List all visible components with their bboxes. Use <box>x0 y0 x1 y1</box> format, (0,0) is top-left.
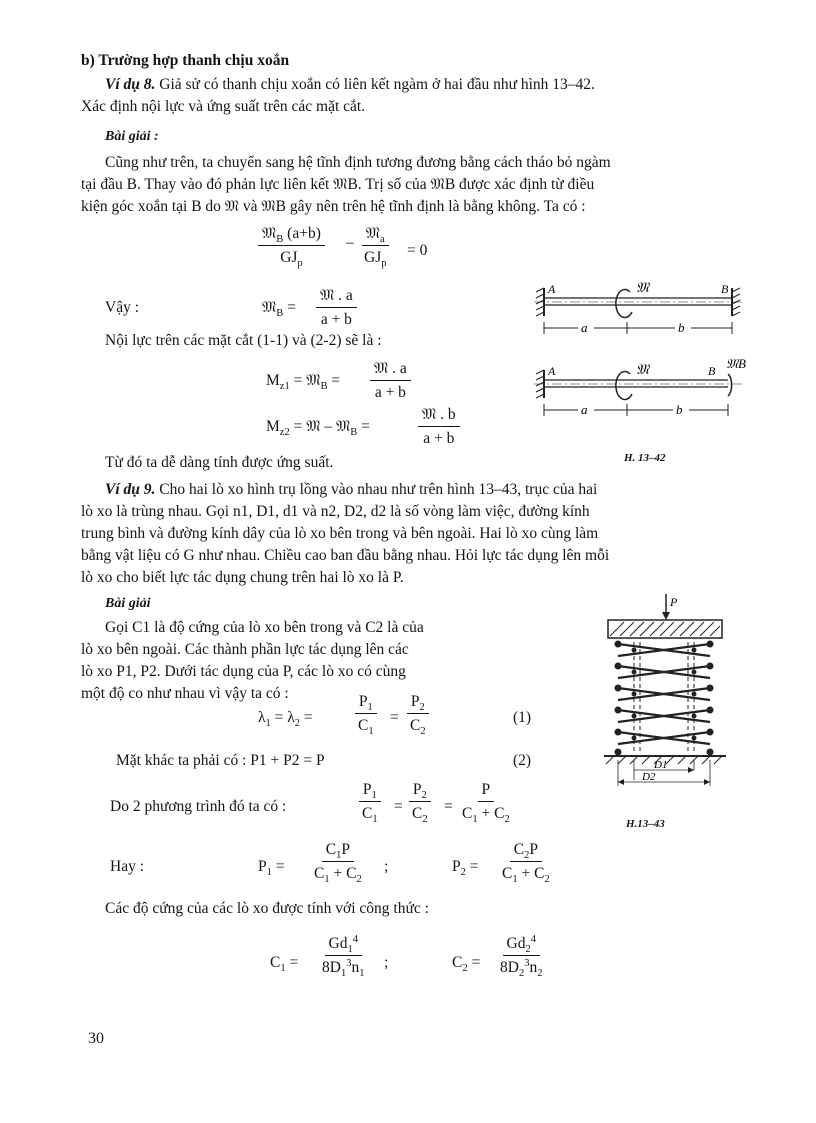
label-d1: D1 <box>654 759 668 771</box>
example9-line4: bằng vật liệu có G như nhau. Chiều cao ban đầu bằng nhau. Hỏi lực tác dụng lên mỗi <box>81 547 610 564</box>
figure-13-42 <box>530 278 750 418</box>
label-seg-b: b <box>678 320 685 335</box>
example9-label: Ví dụ 9. <box>105 481 156 498</box>
eq3-frac-1: $\frac{P_1}{C_1}$ <box>358 780 382 823</box>
eq1-frac-2: $\frac{P_2}{C_2}$ <box>406 692 430 735</box>
eq-mz2-frac: 𝔐 . b a + b <box>418 405 460 448</box>
label-seg-a-2: a <box>581 402 588 417</box>
hay-label: Hay : <box>110 858 145 875</box>
label-b-point-2: B <box>708 364 716 378</box>
eq-mz1-frac: 𝔐 . a a + b <box>370 359 411 402</box>
released-bar-diagram <box>534 356 746 417</box>
solution-label-8: Bài giải : <box>105 129 159 144</box>
eq-zero: = 0 <box>407 242 428 259</box>
label-a-point-2: A <box>548 364 556 378</box>
example8-line2: Xác định nội lực và ứng suất trên các mặt cắt. <box>81 98 366 115</box>
figure-13-43 <box>596 592 736 792</box>
label-d2: D2 <box>642 771 656 783</box>
figure-caption-13-43: H.13–43 <box>626 818 665 830</box>
label-moment-b: 𝔐B <box>726 356 746 371</box>
solution-label-9: Bài giải <box>105 596 151 611</box>
eq1-equals: = <box>390 709 399 726</box>
eq-mz1-lhs: $M_{z1}$ = 𝔐$_B$ = <box>266 372 341 393</box>
eq1-lhs: $\lambda_1 = \lambda_2$ = <box>258 709 313 730</box>
eq2-text: Mặt khác ta phải có : P1 + P2 = P <box>116 752 325 769</box>
section-heading: b) Trường hợp thanh chịu xoắn <box>81 52 290 69</box>
ex8-para-line2: tại đầu B. Thay vào đó phản lực liên kết 𝔐B. Trị số của 𝔐B được xác định từ điều <box>81 176 595 193</box>
label-b-point: B <box>721 282 729 296</box>
spring-diagram <box>604 594 726 786</box>
ex9-p-line4: một độ co như nhau vì vậy ta có : <box>81 685 289 702</box>
eq4-p2-frac: $\frac{C_2P}{C_1 + C_2}$ <box>502 841 550 886</box>
ex8-para-line3: kiện góc xoắn tại B do 𝔐 và 𝔐B gây nên trên hệ tĩnh định là bằng không. Ta có : <box>81 198 586 215</box>
fixed-bar-diagram <box>534 281 744 335</box>
eq3-eq-2: = <box>444 798 453 815</box>
eq-frac-mb: 𝔐$_B$ (a+b) $GJ_p$ <box>258 224 325 267</box>
label-p-force: P <box>670 595 678 609</box>
eq3-frac-3: $\frac{P}{C_1 + C_2}$ <box>462 781 510 826</box>
eq4-sep: ; <box>384 858 389 875</box>
eq-mb-frac: 𝔐 . a a + b <box>316 286 357 329</box>
eq3-eq-1: = <box>394 798 403 815</box>
eq4-p1-frac: $\frac{C_1P}{C_1 + C_2}$ <box>314 841 362 886</box>
eq-minus: – <box>346 234 354 251</box>
example9-line5: lò xo cho biết lực tác dụng chung trên hai lò xo là P. <box>81 569 404 586</box>
ex9-p-line1: Gọi C1 là độ cứng của lò xo bên trong và C2 là của <box>105 619 424 636</box>
vay-label: Vậy : <box>105 299 140 316</box>
eq1-number: (1) <box>513 709 532 726</box>
label-seg-b-2: b <box>676 402 683 417</box>
eq2-number: (2) <box>513 752 532 769</box>
label-a-point: A <box>548 282 556 296</box>
label-seg-a: a <box>581 320 588 335</box>
eq-frac-ma: 𝔐$_a$ $GJ_p$ <box>360 224 390 267</box>
ex9-p-line2: lò xo bên ngoài. Các thành phần lực tác dụng lên các <box>81 641 409 658</box>
ex8-para-line1: Cũng như trên, ta chuyển sang hệ tĩnh định tương đương bằng cách tháo bỏ ngàm <box>105 154 611 171</box>
eq4-p1-lhs: $P_1$ = <box>258 858 285 879</box>
figure-caption-13-42: H. 13–42 <box>624 452 666 464</box>
example9-line1: Ví dụ 9. Cho hai lò xo hình trụ lồng vào nhau như trên hình 13–43, trục của hai <box>105 481 598 498</box>
ex8-conclusion: Từ đó ta dễ dàng tính được ứng suất. <box>105 454 334 471</box>
from-text: Do 2 phương trình đó ta có : <box>110 798 287 815</box>
eq5-c2-frac: $\frac{Gd_2^4}{8D_2^3n_2}$ <box>500 933 543 980</box>
label-moment: 𝔐 <box>636 281 649 296</box>
example9-line2: lò xo là trùng nhau. Gọi n1, D1, d1 và n2, D2, d2 là số vòng làm việc, đường kính <box>81 503 590 520</box>
example8-label: Ví dụ 8. <box>105 76 156 93</box>
label-moment-2: 𝔐 <box>636 363 649 378</box>
eq1-frac-1: $\frac{P_1}{C_1}$ <box>354 692 378 735</box>
eq5-sep: ; <box>384 954 389 971</box>
stiffness-text: Các độ cứng của các lò xo được tính với công thức : <box>105 900 429 917</box>
example9-line3: trung bình và đường kính dây của lò xo bên trong và bên ngoài. Hai lò xo cùng làm <box>81 525 599 542</box>
example8-line1: Ví dụ 8. Giả sử có thanh chịu xoắn có liên kết ngàm ở hai đầu như hình 13–42. <box>105 76 595 93</box>
eq5-c1-frac: $\frac{Gd_1^4}{8D_1^3n_1}$ <box>322 933 365 980</box>
internal-force-text: Nội lực trên các mặt cắt (1-1) và (2-2) sẽ là : <box>105 332 382 349</box>
eq3-frac-2: $\frac{P_2}{C_2}$ <box>408 780 432 823</box>
eq-mb-lhs: 𝔐$_B$ = <box>262 299 296 320</box>
eq4-p2-lhs: $P_2$ = <box>452 858 479 879</box>
page-number: 30 <box>88 1030 104 1047</box>
eq5-c1-lhs: $C_1$ = <box>270 954 299 975</box>
ex9-p-line3: lò xo P1, P2. Dưới tác dụng của P, các lò xo có cùng <box>81 663 406 680</box>
eq5-c2-lhs: $C_2$ = <box>452 954 481 975</box>
eq-mz2-lhs: $M_{z2}$ = 𝔐 – 𝔐$_B$ = <box>266 418 370 439</box>
